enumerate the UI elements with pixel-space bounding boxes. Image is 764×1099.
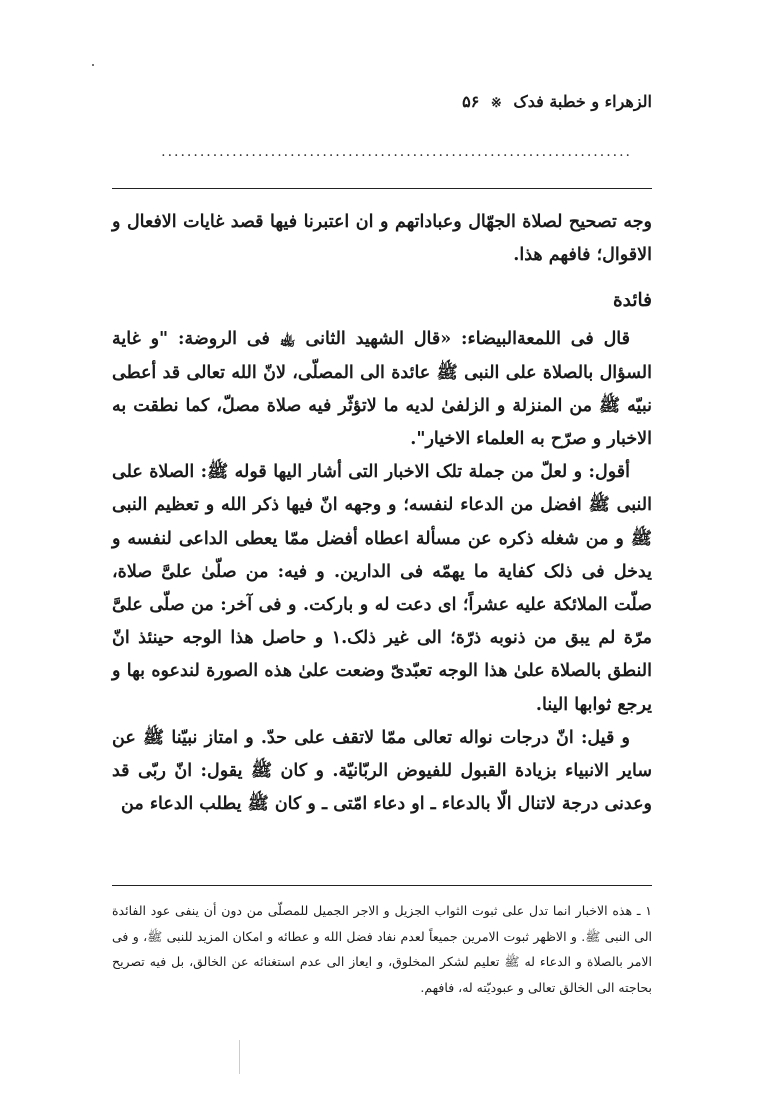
dotted-separator: ......................................................................... [161, 144, 632, 160]
footnote [112, 898, 652, 1000]
header-rule [112, 188, 652, 189]
running-header [112, 92, 652, 111]
footnote-text: ١ ـ هذه الاخبار انما تدل علی ثبوت الثواب الجزیل و الاجر الجمیل للمصلّی من دون أن ینفی عود الفائدة الی النبی ﷺ. و الاظهر ثبوت الامرین جمیعاً لعدم نفاد فضل الله و عطائه و امکان المزید للنبی ﷺ، و فی الامر بالصلاة و الدعاء له ﷺ تعلیم لشکر المخلوق، و ایعاز الی عدم استغنائه عن الخالق، بل فیه تصریح بحاجته الی الخالق تعالی و عبودیّته له، فافهم. [112, 903, 652, 995]
section-heading: فائدة [612, 290, 652, 312]
main-text [112, 206, 652, 821]
paper-mark [239, 1040, 240, 1074]
page-number: ۵۶ [462, 92, 480, 111]
paper-speck [92, 64, 94, 66]
header-separator-icon: ※ [490, 96, 502, 111]
paragraph-commentary: أقول: و لعلّ من جملة تلک الاخبار التی أشار الیها قوله ﷺ: الصلاة علی النبی ﷺ افضل من الدعاء لنفسه؛ و وجهه انّ فیها ذکر الله و تعظیم النبی ﷺ و من شغله ذکره عن مسألة اعطاه أفضل ممّا یعطی الداعی لنفسه و یدخل فی ذلک کفایة ما یهمّه فی الدارین. و فیه: من صلّیٰ علیَّ صلاة، صلّت الملائکة علیه عشراً؛ ای دعت له و بارکت. و فی آخر: من صلّی علیَّ مرّة لم یبق من ذنوبه ذرّة؛ الی غیر ذلک.١ و حاصل هذا الوجه حینئذ انّ النطق بالصلاة علیٰ هذا الوجه تعبّدیّ وضعت علیٰ هذه الصورة لندعوه بها و یرجع ثوابها الینا. [112, 462, 652, 715]
paragraph-continuation: وجه تصحیح لصلاة الجهّال وعباداتهم و ان اعتبرنا فیها قصد غایات الافعال و الاقوال؛ فافهم هذا. [112, 212, 652, 266]
paragraph-quote: قال فی اللمعةالبیضاء: «قال الشهید الثانی ﵀ فی الروضة: "و غایة السؤال بالصلاة علی النبی ﷺ عائدة الی المصلّی، لانّ الله تعالی قد أعطی نبیّه ﷺ من المنزلة و الزلفیٰ لدیه ما لاتؤثّر فیه صلاة مصلّ، کما نطقت به الاخبار و صرّح به العلماء الاخیار". [112, 329, 652, 450]
running-title: الزهراء و خطبة فدک [513, 92, 652, 111]
footnote-rule [112, 885, 652, 886]
paragraph-said: و قیل: انّ درجات نواله تعالی ممّا لاتقف علی حدّ. و امتاز نبیّنا ﷺ عن سایر الانبیاء بزیادة القبول للفیوض الربّانیّة. و کان ﷺ یقول: انّ ربّی قد وعدنی درجة لاتنال الّا بالدعاء ـ او دعاء امّتی ـ و کان ﷺ یطلب الدعاء من [112, 727, 652, 815]
